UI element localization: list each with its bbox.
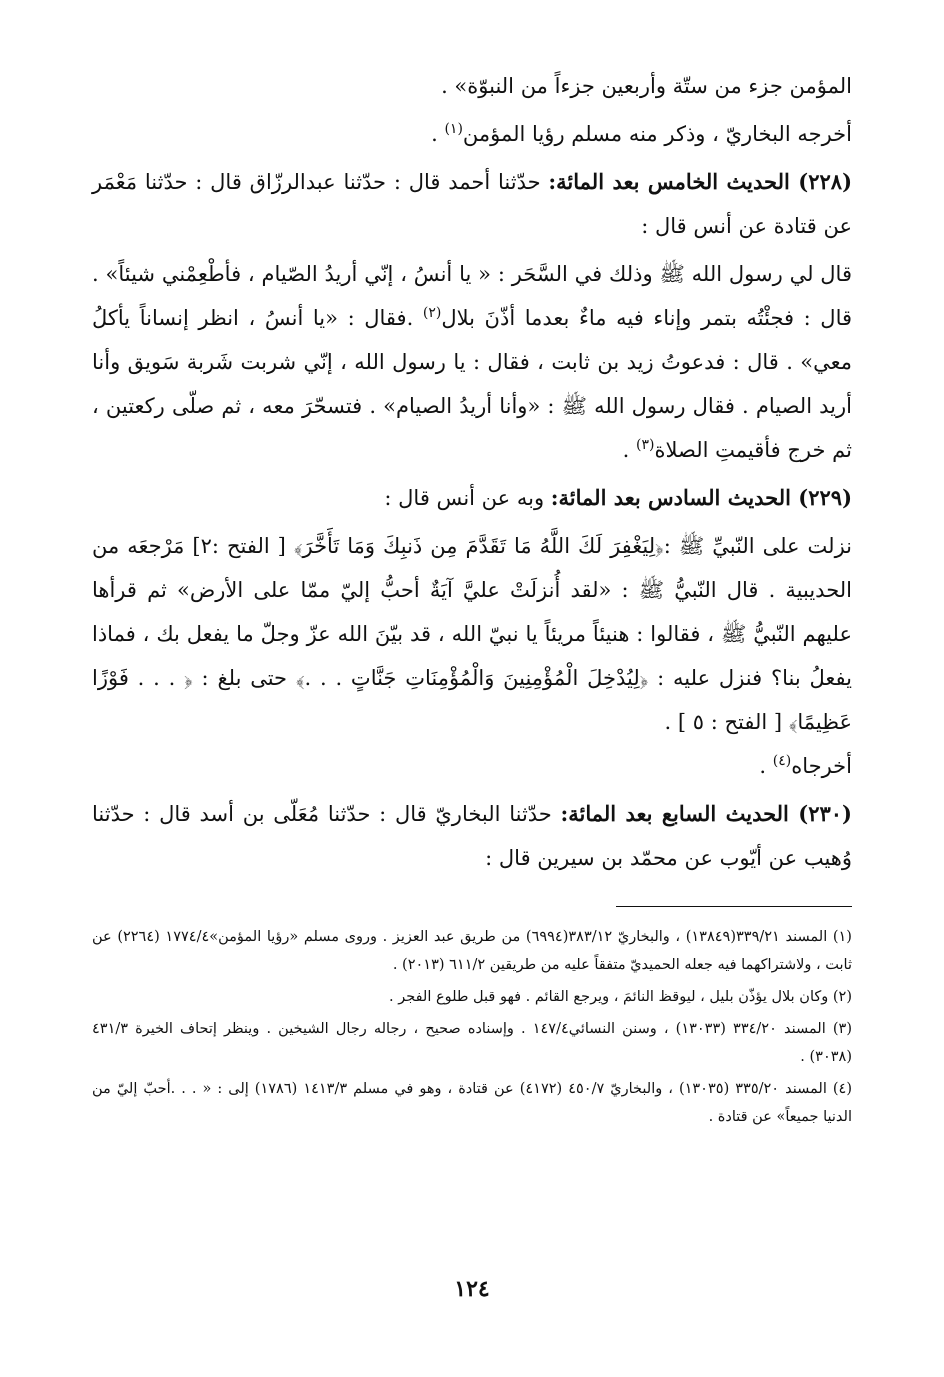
hadith-230-heading bbox=[92, 792, 852, 880]
footnote-3: (٣) المسند ٣٣٤/٢٠ (١٣٠٣٣) ، وسنن النسائي١٤٧/٤ . وإسناده صحيح ، رجاله رجال الشيخين . وينظر إتحاف الخيرة ٤٣١/٣ (٣٠٣٨) . bbox=[92, 1021, 852, 1065]
text: أخرجه البخاريّ ، وذكر منه مسلم رؤيا المؤمن bbox=[462, 122, 852, 146]
text: قال لي رسول الله ﷺ وذلك في السَّحَر : « يا أنسُ ، إنّي أريدُ الصّيام ، فأطْعِمْني شيئاً» . قال : فجئْتُه بتمر وإناء فيه ماءٌ بعدما أذّنَ بلال bbox=[92, 262, 853, 330]
text: . bbox=[622, 438, 636, 462]
isnad-text: وبه عن أنس قال : bbox=[384, 486, 551, 510]
footnote-1: (١) المسند ٣٣٩/٢١(١٣٨٤٩) ، والبخاريّ ٣٨٣/١٢(٦٩٩٤) من طريق عبد العزيز . وروى مسلم «رؤيا المؤمن»١٧٧٤/٤ (٢٢٦٤) عن ثابت ، ولاشتراكهما فيه جعله الحميديّ متفقاً عليه من طريقين ٦١١/٢ (٢٠١٣) . bbox=[92, 929, 852, 973]
paragraph-continuation bbox=[92, 64, 852, 108]
hadith-title: (٢٣٠) الحديث السابع بعد المائة: bbox=[560, 801, 852, 826]
footnotes bbox=[92, 923, 852, 1131]
hadith-228-body bbox=[92, 252, 852, 472]
text: . bbox=[431, 122, 445, 146]
hadith-229-takhrij bbox=[92, 744, 852, 788]
hadith-title: (٢٢٩) الحديث السادس بعد المائة: bbox=[550, 485, 852, 510]
hadith-228-heading bbox=[92, 160, 852, 248]
footnote-ref[interactable]: (٣) bbox=[636, 437, 655, 453]
hadith-229-heading bbox=[92, 476, 852, 520]
footnote-ref[interactable]: (٤) bbox=[772, 753, 792, 769]
hadith-title: (٢٢٨) الحديث الخامس بعد المائة: bbox=[548, 169, 852, 194]
text: المؤمن جزء من ستّة وأربعين جزءاً من النبوّة» . bbox=[441, 74, 852, 98]
isnad-text: حدّثنا البخاريّ قال : حدّثنا مُعَلّى بن أسد قال : حدّثنا وُهيب عن أيّوب عن محمّد بن سيرين قال : bbox=[92, 802, 852, 870]
text: نزلت على النّبيِّ ﷺ :﴿لِيَغْفِرَ لَكَ اللَّهُ مَا تَقَدَّمَ مِن ذَنبِكَ وَمَا تَأَخَّرَ﴾ [ الفتح :٢] مَرْجعَه من الحديبية . قال النّبيُّ ﷺ : «لقد أُنزلَتْ عليَّ آيَةٌ أحبُّ إليّ ممّا على الأرض» ثم قرأها عليهم النّبيُّ ﷺ ، فقالوا : هنيئاً مريئاً يا نبيّ الله ، قد بيّنَ الله عزّ وجلّ ما يفعل بك ، فماذا يفعلُ بنا؟ فنزل عليه : ﴿لِيُدْخِلَ الْمُؤْمِنِينَ وَالْمُؤْمِنَاتِ جَنَّاتٍ . . .﴾ حتى بلغ : ﴿ . . . فَوْزًا عَظِيمًا﴾ [ الفتح : ٥ ] . bbox=[92, 534, 853, 734]
paragraph-takhrij bbox=[92, 112, 852, 156]
text: . bbox=[759, 754, 773, 778]
main-text bbox=[92, 64, 852, 880]
text: أخرجاه bbox=[791, 754, 852, 778]
footnote-4: (٤) المسند ٣٣٥/٢٠ (١٣٠٣٥) ، والبخاريّ ٤٥٠/٧ (٤١٧٢) عن قتادة ، وهو في مسلم ١٤١٣/٣ (١٧٨٦) إلى : « . . .أحبّ إليّ من الدنيا جميعاً» عن قتادة . bbox=[92, 1081, 852, 1125]
footnote-ref[interactable]: (١) bbox=[444, 121, 463, 137]
footnote-ref[interactable]: (٢) bbox=[422, 305, 442, 321]
footnote-divider bbox=[616, 906, 852, 907]
hadith-229-body bbox=[92, 524, 852, 744]
isnad-text: حدّثنا أحمد قال : حدّثنا عبدالرزّاق قال : حدّثنا مَعْمَر عن قتادة عن أنس قال : bbox=[92, 170, 852, 238]
page-number: ١٢٤ bbox=[454, 1276, 490, 1302]
footnote-2: (٢) وكان بلال يؤذّن بليل ، ليوقظ النائمَ ، ويرجع القائم . فهو قبل طلوع الفجر . bbox=[389, 989, 852, 1005]
text: .فقال : «يا أنسُ ، انظر إنساناً يأكلُ معي» . قال : فدعوتُ زيد بن ثابت ، فقال : يا رسول الله ، إنّي شربت شَربة سَويق وأنا أريد الصيام . فقال رسول الله ﷺ : «وأنا أريدُ الصيام» . فتسحّرَ معه ، ثم صلّى ركعتين ، ثم خرج فأقيمتِ الصلاة bbox=[92, 306, 852, 462]
